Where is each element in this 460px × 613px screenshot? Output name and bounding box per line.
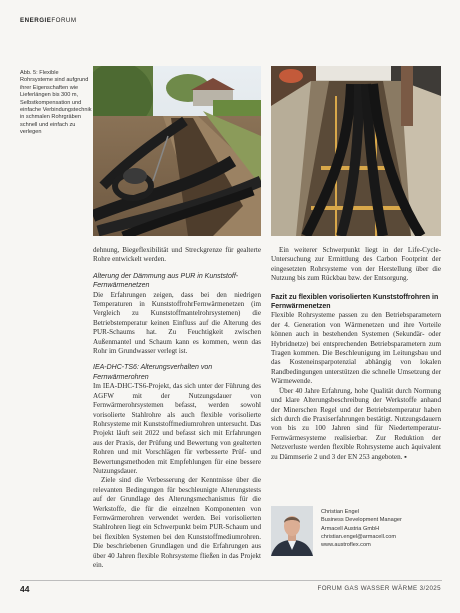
author-name: Christian Engel bbox=[321, 509, 359, 515]
page-number: 44 bbox=[20, 584, 30, 594]
author-photo bbox=[271, 506, 313, 556]
journal-issue: FORUM GAS WASSER WÄRME 3/2025 bbox=[317, 585, 441, 592]
author-company: Armacell Austria GmbH bbox=[321, 525, 380, 532]
section-header bbox=[20, 17, 77, 24]
author-box bbox=[271, 506, 441, 558]
author-email[interactable]: christian.engel@armacell.com bbox=[321, 533, 397, 540]
paragraph: Flexible Rohrsysteme passen zu den Betriebsparametern der 4. Generation von Wärmenetzen und ihre Vorteile können auch in bestehenden Systemen (Sekundär- oder Hybridnetze) bei entsprechenden Betriebsparametern zum Tragen kommen. Die Beschleunigung im Leitungsbau und das Kosteneinsparpotenzial abhängig von lokalen Randbedingungen unterstützen die schnelle Umsetzung der Wärmewende. bbox=[271, 311, 441, 386]
section-label-thin: FORUM bbox=[51, 17, 77, 24]
paragraph: Ein weiterer Schwerpunkt liegt in der Life-Cycle-Untersuchung zur Ermittlung des Carbon Footprint der eingesetzten Rohrsysteme von der Herstellung über die Nutzung bis zum Rückbau bzw. der Entsorgung. bbox=[271, 246, 441, 283]
footer-divider bbox=[20, 580, 442, 581]
subheading: Fazit zu flexiblen vorisolierten Kunststoffrohren in Fernwärmenetzen bbox=[271, 293, 439, 311]
author-website[interactable]: www.austroflex.com bbox=[321, 542, 371, 549]
text-column-left bbox=[93, 246, 261, 570]
photo-trench-coiled-pipes bbox=[93, 66, 261, 236]
figure-caption: Abb. 5: Flexible Rohrsysteme sind aufgrund ihrer Eigenschaften wie Lieferlängen bis 300 m, Selbstkompensation und einfache Verbindungstechnik in schmalen Rohrgräben schnell und einfach zu verlegen bbox=[20, 70, 92, 136]
author-info bbox=[321, 508, 402, 549]
paragraph: Ziele sind die Verbesserung der Kenntnisse über die relevanten Bedingungen für beschleunigte Alterungstests auf der Grundlage des Alterungsmechanismus für die Werkstoffe, die für die einzelnen Komponenten von Fernwärmerohren verwendet werden. Bei vorisolierten Stahlrohren liegt ein Schwerpunkt beim PUR-Schaum und bei flexiblen Systemen bei den Kunststoffmediumrohren. Die beschriebenen Grundlagen und die Erfahrungen aus über 40 Jahren flexible Rohrsysteme fließen in das Projekt ein. bbox=[93, 476, 261, 569]
section-label-bold: ENERGIE bbox=[20, 17, 52, 24]
paragraph: Die Erfahrungen zeigen, dass bei den niedrigen Temperaturen in KunststoffrohrFernwärmenetzen (im Vergleich zu Kunststoffmantelrohrsystemen) die Betriebstemperatur keinen Einfluss auf die Alterung des PUR-Schaums hat. Zu Feuchtigkeit zwischen Außenmantel und Schaum kann es kommen, wenn das Rohr im Grundwasser verlegt ist. bbox=[93, 290, 261, 356]
paragraph: Im IEA-DHC-TS6-Projekt, das sich unter der Führung des AGFW mit der Nutzungsdauer von Fernwärmerohrsystemen befasst, werden sowohl vorisolierte Stahlrohre als auch flexible vorisolierte Rohrsysteme mit Kunststoffmediumrohren untersucht. Das Projekt läuft seit 2022 und befasst sich mit Erfahrungen aus der Praxis, der Prüfung und Bewertung von gealterten Rohren und mit Vorschlägen für verbesserte Prüf- und Bewertungsmethoden mit Empfehlungen für eine bessere Nutzungsdauer. bbox=[93, 382, 261, 475]
paragraph: Über 40 Jahre Erfahrung, hohe Qualität durch Normung und klare Alterungsbeschreibung der Werkstoffe anhand der Minerschen Regel und der Betriebstemperatur haben sich durch die Praxiserfahrungen bestätigt. Nutzungsdauern von bis zu 100 Jahren sind für Niedertemperatur-Fernwärmesysteme realisierbar. Zur Reduktion der Netzverluste werden flexible Rohrsysteme auch äquivalent zu Dämmserie 2 und 3 der EN 253 angeboten. ▪ bbox=[271, 386, 441, 461]
author-role: Business Development Manager bbox=[321, 517, 402, 524]
text-column-right bbox=[271, 246, 441, 462]
subheading: Alterung der Dämmung aus PUR in Kunststoff-Fernwärmenetzen bbox=[93, 272, 239, 290]
subheading: IEA-DHC-TS6: Alterungsverhalten von Fernwärmerohren bbox=[93, 364, 213, 381]
photo-trench-parallel-pipes bbox=[271, 66, 441, 236]
paragraph: dehnung, Biegeflexibilität und Streckgrenze für gealterte Rohre entwickelt werden. bbox=[93, 246, 261, 264]
